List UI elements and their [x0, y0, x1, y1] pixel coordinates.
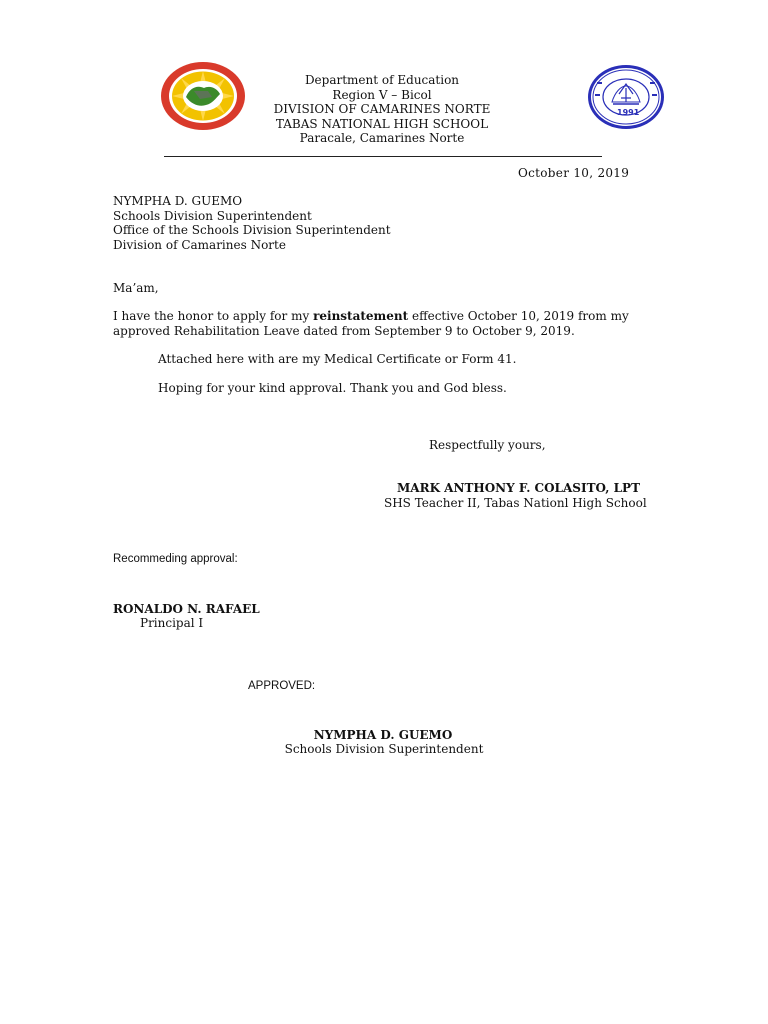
letterhead-school: TABAS NATIONAL HIGH SCHOOL — [275, 116, 489, 131]
school-seal-icon — [587, 64, 665, 130]
body-paragraph-3: Hoping for your kind approval. Thank you and God bless. — [158, 381, 507, 395]
body-paragraph-1-line-1 — [113, 309, 629, 324]
body-emphasis: reinstatement — [313, 309, 409, 323]
recipient-office: Office of the Schools Division Superintendent — [113, 223, 391, 237]
approved-name: NYMPHA D. GUEMO — [313, 728, 453, 742]
body-text: I have the honor to apply for my — [113, 309, 314, 323]
letterhead — [232, 73, 532, 146]
recommending-name: RONALDO N. RAFAEL — [113, 602, 260, 616]
body-paragraph-1-line-2: approved Rehabilitation Leave dated from September 9 to October 9, 2019. — [113, 323, 575, 338]
letterhead-division: DIVISION OF CAMARINES NORTE — [273, 102, 491, 116]
recommending-label: Recommeding approval: — [113, 553, 238, 565]
body-text: effective October 10, 2019 from my — [408, 309, 629, 323]
approved-title: Schools Division Superintendent — [284, 742, 484, 756]
recipient-name: NYMPHA D. GUEMO — [113, 194, 243, 208]
closing: Respectfully yours, — [429, 438, 546, 452]
header-divider — [164, 156, 602, 157]
letterhead-department: Department of Education — [304, 73, 460, 87]
letterhead-region: Region V – Bicol — [332, 87, 432, 102]
sender-title: SHS Teacher II, Tabas Nationl High School — [384, 496, 647, 510]
letterhead-address: Paracale, Camarines Norte — [299, 131, 465, 145]
school-seal-year: 1991 — [617, 108, 640, 117]
sender-name: MARK ANTHONY F. COLASITO, LPT — [397, 481, 641, 495]
recipient-division: Division of Camarines Norte — [113, 237, 286, 252]
approved-label: APPROVED: — [248, 680, 316, 692]
recipient-title: Schools Division Superintendent — [113, 208, 312, 223]
letter-date: October 10, 2019 — [518, 166, 630, 180]
body-paragraph-2: Attached here with are my Medical Certificate or Form 41. — [158, 352, 517, 366]
recommending-title: Principal I — [140, 616, 204, 630]
salutation: Ma’am, — [113, 281, 159, 295]
